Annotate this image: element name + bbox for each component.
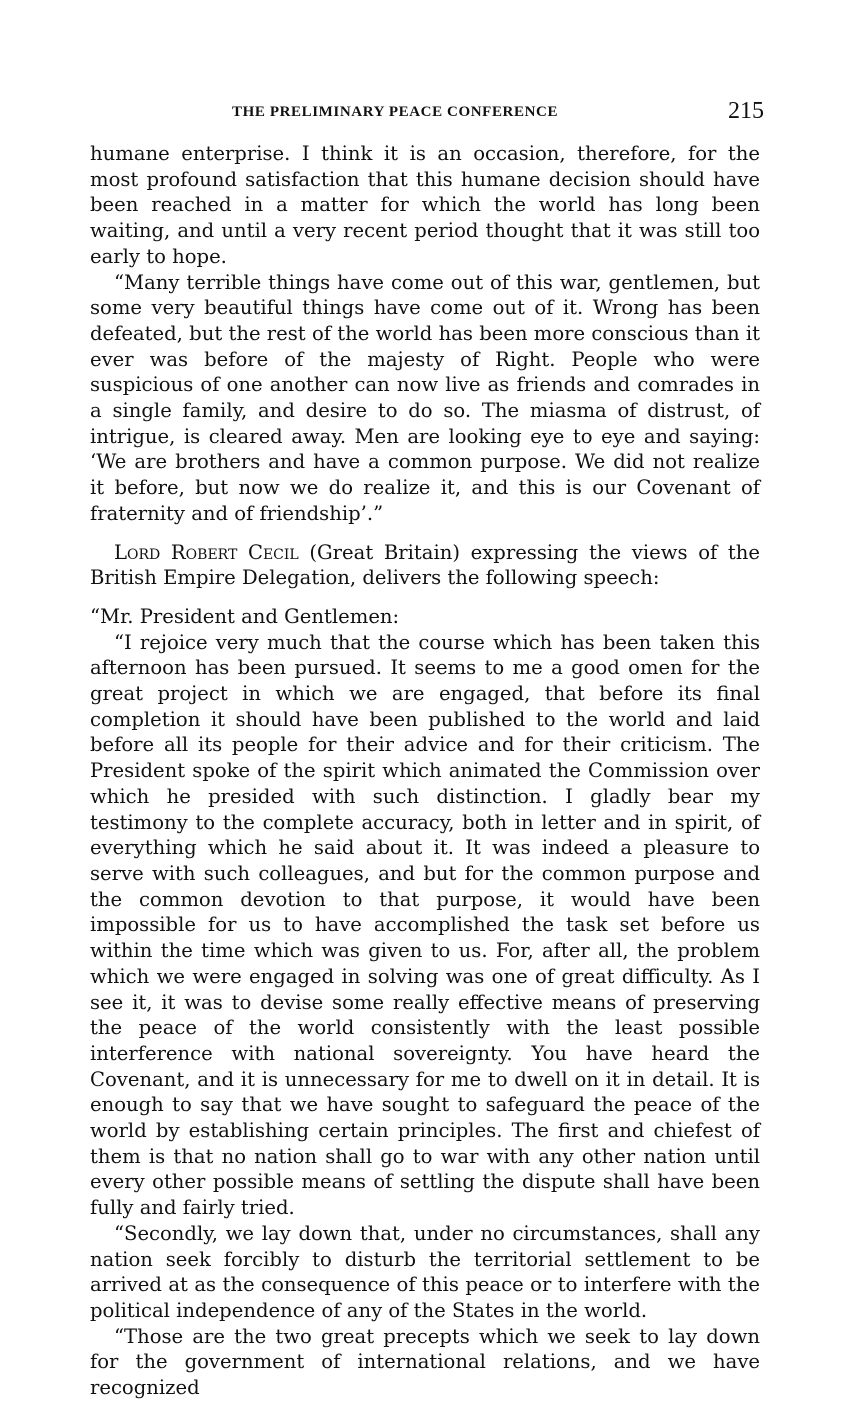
paragraph-continuation: humane enterprise. I think it is an occasion, therefore, for the most profound satisfaction that this humane decision should have been reached in a matter for which the world has long been waiting, and until a very recent period thought that it was still too early to hope. (90, 142, 760, 268)
paragraph-speech: “I rejoice very much that the course which has been taken this afternoon has been pursued. It seems to me a good omen for the great project in which we are engaged, that before its final completion it should have been published to the world and laid before all its people for their advice and for their criticism. The President spoke of the spirit which animated the Commission over which he presided with such distinction. I gladly bear my testimony to the complete accuracy, both in letter and in spirit, of everything which he said about it. It was indeed a pleasure to serve with such colleagues, and but for the common purpose and the common devotion to that purpose, it would have been impossible for us to have accomplished the task set before us within the time which was given to us. For, after all, the problem which we were engaged in solving was one of great difficulty. As I see it, it was to devise some really effective means of preserving the peace of the world consistently with the least possible interference with national sovereignty. You have heard the Covenant, and it is unnecessary for me to dwell on it in detail. It is enough to say that we have sought to safeguard the peace of the world by establishing certain principles. The first and chiefest of them is that no nation shall go to war with any other nation until every other possible means of settling the dispute shall have been fully and fairly tried. (90, 630, 760, 1220)
speaker-name: Lord Robert Cecil (114, 540, 299, 564)
paragraph-quote: “Many terrible things have come out of this war, gentlemen, but some very beautiful things have come out of it. Wrong has been defeated, but the rest of the world has been more conscious than it ever was before of the majesty of Right. People who were suspicious of one another can now live as friends and comrades in a single family, and desire to do so. The miasma of distrust, of intrigue, is cleared away. Men are looking eye to eye and saying: ‘We are brothers and have a common purpose. We did not realize it before, but now we do realize it, and this is our Covenant of fraternity and of friendship’.” (90, 270, 760, 525)
paragraph-salutation: “Mr. President and Gentlemen: (90, 604, 400, 628)
running-head (232, 98, 764, 128)
paragraph-speech: “Secondly, we lay down that, under no circumstances, shall any nation seek forcibly to disturb the territorial settlement to be arrived at as the consequence of this peace or to interfere with the political independence of any of the States in the world. (90, 1221, 760, 1322)
running-title: THE PRELIMINARY PEACE CONFERENCE (232, 104, 559, 120)
page-number: 215 (728, 98, 764, 124)
paragraph-speaker-intro (90, 540, 760, 591)
speaker-intro-text: (Great Britain) expressing the views of the British Empire Delegation, delivers the following speech: (90, 540, 760, 590)
body-text (90, 141, 760, 1401)
paragraph-speech: “Those are the two great precepts which we seek to lay down for the government of international relations, and we have recognized (90, 1324, 760, 1400)
